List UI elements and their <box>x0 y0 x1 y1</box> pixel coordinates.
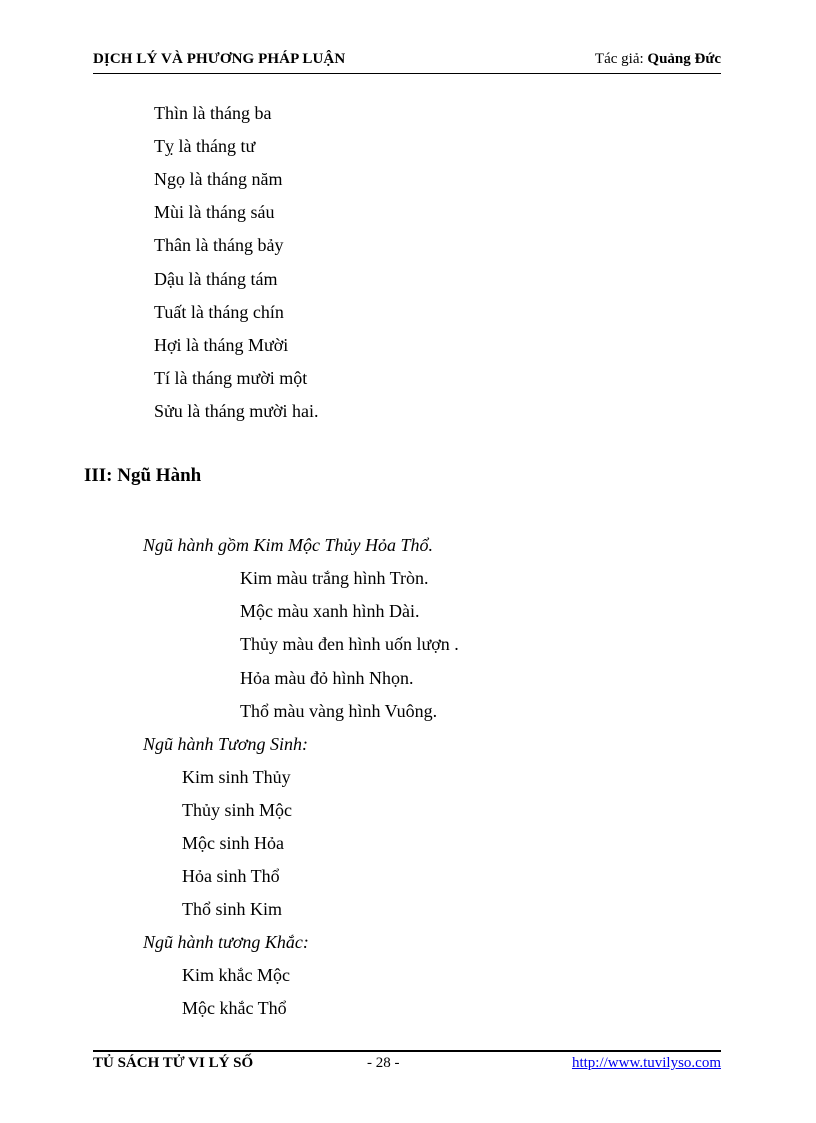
month-line: Hợi là tháng Mười <box>154 335 289 355</box>
month-line: Ngọ là tháng năm <box>154 169 283 189</box>
document-title: DỊCH LÝ VÀ PHƯƠNG PHÁP LUẬN <box>93 51 346 67</box>
month-line: Thìn là tháng ba <box>154 103 272 123</box>
footer-url-link[interactable]: http://www.tuvilyso.com <box>571 1055 721 1071</box>
month-line: Tí là tháng mười một <box>154 368 308 388</box>
generating-line: Mộc sinh Hỏa <box>182 833 284 853</box>
page-number: - 28 - <box>367 1055 400 1071</box>
overcoming-line: Mộc khắc Thổ <box>182 998 287 1018</box>
overcoming-title: Ngũ hành tương Khắc: <box>143 932 309 952</box>
month-line: Sửu là tháng mười hai. <box>154 401 319 421</box>
month-line: Thân là tháng bảy <box>154 235 284 255</box>
element-line: Thổ màu vàng hình Vuông. <box>240 701 438 721</box>
month-line: Tỵ là tháng tư <box>154 136 256 156</box>
page-header <box>93 49 721 74</box>
generating-line: Hỏa sinh Thổ <box>182 866 280 886</box>
section-intro: Ngũ hành gồm Kim Mộc Thủy Hỏa Thổ. <box>143 535 434 555</box>
generating-line: Thổ sinh Kim <box>182 899 283 919</box>
author-label: Tác giả: <box>594 51 648 67</box>
overcoming-line: Kim khắc Mộc <box>182 965 290 985</box>
month-line: Tuất là tháng chín <box>154 302 284 322</box>
element-line: Hỏa màu đỏ hình Nhọn. <box>240 668 414 688</box>
author-credit <box>595 51 721 68</box>
footer-rule <box>93 1050 721 1052</box>
section-heading: III: Ngũ Hành <box>84 465 202 486</box>
author-name: Quảng Đức <box>647 51 721 67</box>
generating-title: Ngũ hành Tương Sinh: <box>143 734 308 754</box>
element-line: Kim màu trắng hình Tròn. <box>240 568 429 588</box>
generating-line: Thủy sinh Mộc <box>182 800 292 820</box>
generating-line: Kim sinh Thủy <box>182 767 291 787</box>
element-line: Thủy màu đen hình uốn lượn . <box>240 634 459 654</box>
month-line: Mùi là tháng sáu <box>154 202 275 222</box>
footer-series-title: TỦ SÁCH TỬ VI LÝ SỐ <box>93 1055 254 1071</box>
month-line: Dậu là tháng tám <box>154 269 278 289</box>
element-line: Mộc màu xanh hình Dài. <box>240 601 420 621</box>
